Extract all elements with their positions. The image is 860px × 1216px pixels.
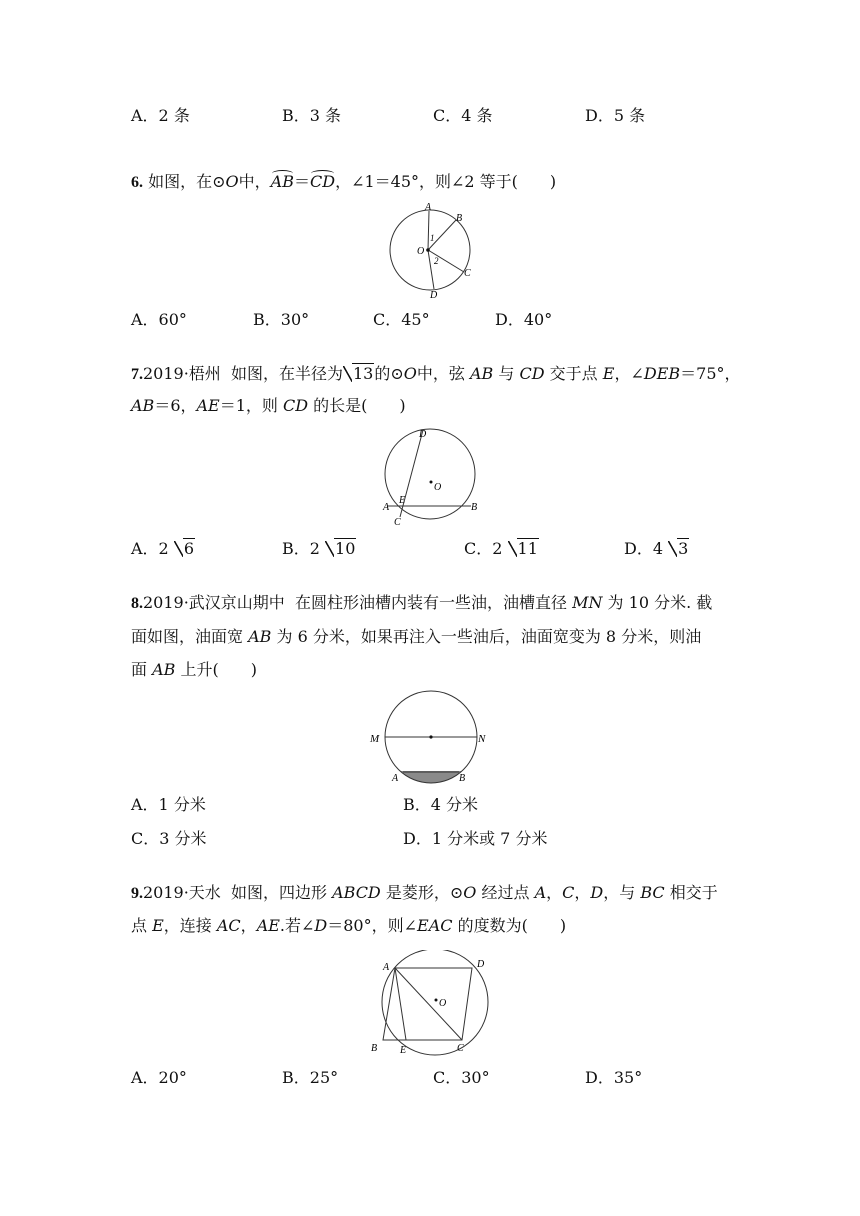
q8-text: 面 <box>131 660 153 679</box>
q7-var-e: E <box>602 364 615 383</box>
q7-number: 7. <box>131 366 143 383</box>
q5-option-c[interactable]: C．4 条 <box>433 106 493 125</box>
q7-radicand: 13 <box>353 364 374 383</box>
q7-option-c[interactable] <box>464 539 539 559</box>
q7-text: ＝1，则 <box>219 396 284 415</box>
q7-var-cd: CD <box>283 396 309 415</box>
q7-text: 的长是( ) <box>308 396 406 415</box>
q6-label-c: C <box>464 268 471 279</box>
q6-label-o: O <box>417 246 425 257</box>
q8-source: 2019·武汉京山期中 <box>143 593 285 612</box>
q9-label-a: A <box>383 962 390 973</box>
q9-circle <box>382 950 488 1055</box>
q9-option-b[interactable]: B．25° <box>282 1068 339 1087</box>
q6-stem-text: 如图，在⊙ <box>148 172 226 191</box>
q7-label-a: A <box>383 502 390 513</box>
q7-option-a-radicand: 6 <box>183 539 195 558</box>
q8-var-ab: AB <box>248 627 272 646</box>
q9-var-e: E <box>152 916 164 935</box>
q5-option-a[interactable]: A．2 条 <box>131 106 190 125</box>
q7-text: 的⊙ <box>374 364 404 383</box>
q9-text: .若∠ <box>279 916 315 935</box>
q9-option-c[interactable]: C．30° <box>433 1068 490 1087</box>
q7-option-a[interactable] <box>131 539 195 559</box>
q6-label-d: D <box>430 290 438 301</box>
q6-angle-2: 2 <box>434 256 439 266</box>
q8-text: 在圆柱形油槽内装有一些油，油槽直径 <box>294 593 573 612</box>
q7-text: 交于点 <box>544 364 603 383</box>
q6-radius-oa <box>428 211 429 250</box>
q9-text: ，与 <box>603 883 641 902</box>
q6-label-b: B <box>456 213 463 224</box>
q9-segment-ae <box>395 968 406 1040</box>
q9-label-b: B <box>371 1043 378 1054</box>
q5-option-b[interactable]: B．3 条 <box>282 106 342 125</box>
q8-option-b[interactable]: B．4 分米 <box>403 795 479 814</box>
q9-stem-line2 <box>131 916 566 936</box>
q7-label-d: D <box>419 429 427 440</box>
q8-text: 面如图，油面宽 <box>131 627 249 646</box>
q7-option-d[interactable] <box>624 539 689 559</box>
q8-label-n: N <box>478 733 486 745</box>
q9-text: ＝80°，则∠ <box>327 916 418 935</box>
q6-stem-text: 中， <box>238 172 271 191</box>
q9-var-d: D <box>590 883 604 902</box>
q9-var-d: D <box>314 916 328 935</box>
q8-option-c[interactable]: C．3 分米 <box>131 829 207 848</box>
q7-source: 2019·梧州 <box>143 364 221 383</box>
q9-var-c: C <box>562 883 575 902</box>
q8-stem-line3 <box>131 660 257 680</box>
q7-option-d-sqrt <box>668 539 689 559</box>
q9-text: 经过点 <box>476 883 535 902</box>
q7-var-cd: CD <box>519 364 545 383</box>
q7-option-c-prefix: C．2 <box>464 539 508 558</box>
q7-option-b-prefix: B．2 <box>282 539 326 558</box>
q6-option-d[interactable]: D．40° <box>495 310 553 329</box>
q7-stem-line2 <box>131 396 406 416</box>
q7-option-b-sqrt <box>325 539 356 559</box>
q9-text: ， <box>240 916 257 935</box>
q6-stem-text: ＝ <box>293 172 310 191</box>
q7-text: 中，弦 <box>416 364 470 383</box>
q8-stem-line2 <box>131 627 701 647</box>
q7-label-e: E <box>399 495 406 506</box>
q6-arc-cd: CD <box>309 172 336 191</box>
q6-number: 6. <box>131 174 143 191</box>
q8-var-ab: AB <box>152 660 176 679</box>
q7-var-ab: AB <box>470 364 494 383</box>
q9-number: 9. <box>131 885 143 902</box>
q6-figure <box>380 200 490 302</box>
q6-option-a[interactable]: A．60° <box>131 310 187 329</box>
q9-var-o: O <box>463 883 477 902</box>
q9-option-d[interactable]: D．35° <box>585 1068 643 1087</box>
q9-var-a: A <box>534 883 547 902</box>
q8-label-a: A <box>392 773 399 784</box>
q9-text: ， <box>546 883 563 902</box>
q9-var-ac: AC <box>216 916 241 935</box>
q9-label-e: E <box>400 1045 407 1056</box>
q7-text: ＝75°， <box>680 364 741 383</box>
q7-option-b[interactable] <box>282 539 356 559</box>
q7-label-b: B <box>471 502 478 513</box>
q9-var-abcd: ABCD <box>332 883 381 902</box>
q9-text: 是菱形，⊙ <box>380 883 464 902</box>
q7-option-c-radicand: 11 <box>517 539 538 558</box>
q8-stem-line1 <box>131 593 712 614</box>
q8-var-mn: MN <box>572 593 603 612</box>
q6-center-dot <box>426 248 430 252</box>
q8-center-dot <box>429 735 432 738</box>
q9-text: ，连接 <box>163 916 217 935</box>
q8-text: 为 6 分米，如果再注入一些油后，油面宽变为 8 分米，则油 <box>271 627 702 646</box>
q7-var-o: O <box>403 364 417 383</box>
q6-stem <box>131 172 556 193</box>
q9-figure <box>366 950 496 1060</box>
q7-label-o: O <box>434 482 442 493</box>
q9-option-a[interactable]: A．20° <box>131 1068 187 1087</box>
q7-var-deb: DEB <box>643 364 681 383</box>
q7-option-b-radicand: 10 <box>335 539 356 558</box>
q7-option-c-sqrt <box>508 539 539 559</box>
q7-figure <box>378 424 488 530</box>
q9-label-c: C <box>457 1043 464 1054</box>
q5-option-d[interactable]: D．5 条 <box>585 106 646 125</box>
q8-label-b: B <box>459 773 466 784</box>
q8-option-d[interactable]: D．1 分米或 7 分米 <box>403 829 548 848</box>
q9-center-dot <box>435 999 438 1002</box>
q9-stem-line1 <box>131 883 718 904</box>
q8-figure <box>364 686 494 788</box>
q9-text: ， <box>574 883 591 902</box>
q8-text: 上升( ) <box>175 660 257 679</box>
q9-label-o: O <box>439 998 447 1009</box>
q7-center-dot <box>430 481 433 484</box>
q7-label-c: C <box>394 517 401 528</box>
q8-text: 为 10 分米. 截 <box>602 593 713 612</box>
q6-arc-ab: AB <box>270 172 294 191</box>
q9-source: 2019·天水 <box>143 883 221 902</box>
q9-text: 的度数为( ) <box>452 916 567 935</box>
q9-text: 如图，四边形 <box>230 883 333 902</box>
q8-option-a[interactable]: A．1 分米 <box>131 795 206 814</box>
q7-option-a-prefix: A．2 <box>131 539 174 558</box>
q7-text: ，∠ <box>614 364 644 383</box>
q6-label-a: A <box>425 202 432 213</box>
q7-var-ae: AE <box>196 396 220 415</box>
q7-option-d-radicand: 3 <box>678 539 689 558</box>
q6-stem-text: ，∠1＝45°，则∠2 等于( ) <box>335 172 557 191</box>
q9-text: 相交于 <box>664 883 718 902</box>
q7-option-a-sqrt <box>174 539 195 559</box>
q6-var-o: O <box>225 172 239 191</box>
q7-text: 如图，在半径为 <box>230 364 343 383</box>
q7-text: 与 <box>493 364 520 383</box>
q7-sqrt-13 <box>343 364 374 384</box>
q9-label-d: D <box>477 959 485 970</box>
q6-angle-1: 1 <box>430 233 435 243</box>
q9-var-ae: AE <box>256 916 280 935</box>
q7-var-ab: AB <box>131 396 155 415</box>
q9-var-eac: EAC <box>417 916 453 935</box>
q7-text: ＝6， <box>154 396 197 415</box>
q6-option-c[interactable]: C．45° <box>373 310 430 329</box>
q7-stem-line1 <box>131 364 741 385</box>
q9-segment-ac <box>395 968 462 1040</box>
q8-label-m: M <box>370 733 380 745</box>
q6-option-b[interactable]: B．30° <box>253 310 310 329</box>
q8-oil-segment <box>364 771 494 788</box>
q7-option-d-prefix: D．4 <box>624 539 669 558</box>
q9-var-bc: BC <box>640 883 665 902</box>
q9-text: 点 <box>131 916 153 935</box>
q8-number: 8. <box>131 595 143 612</box>
